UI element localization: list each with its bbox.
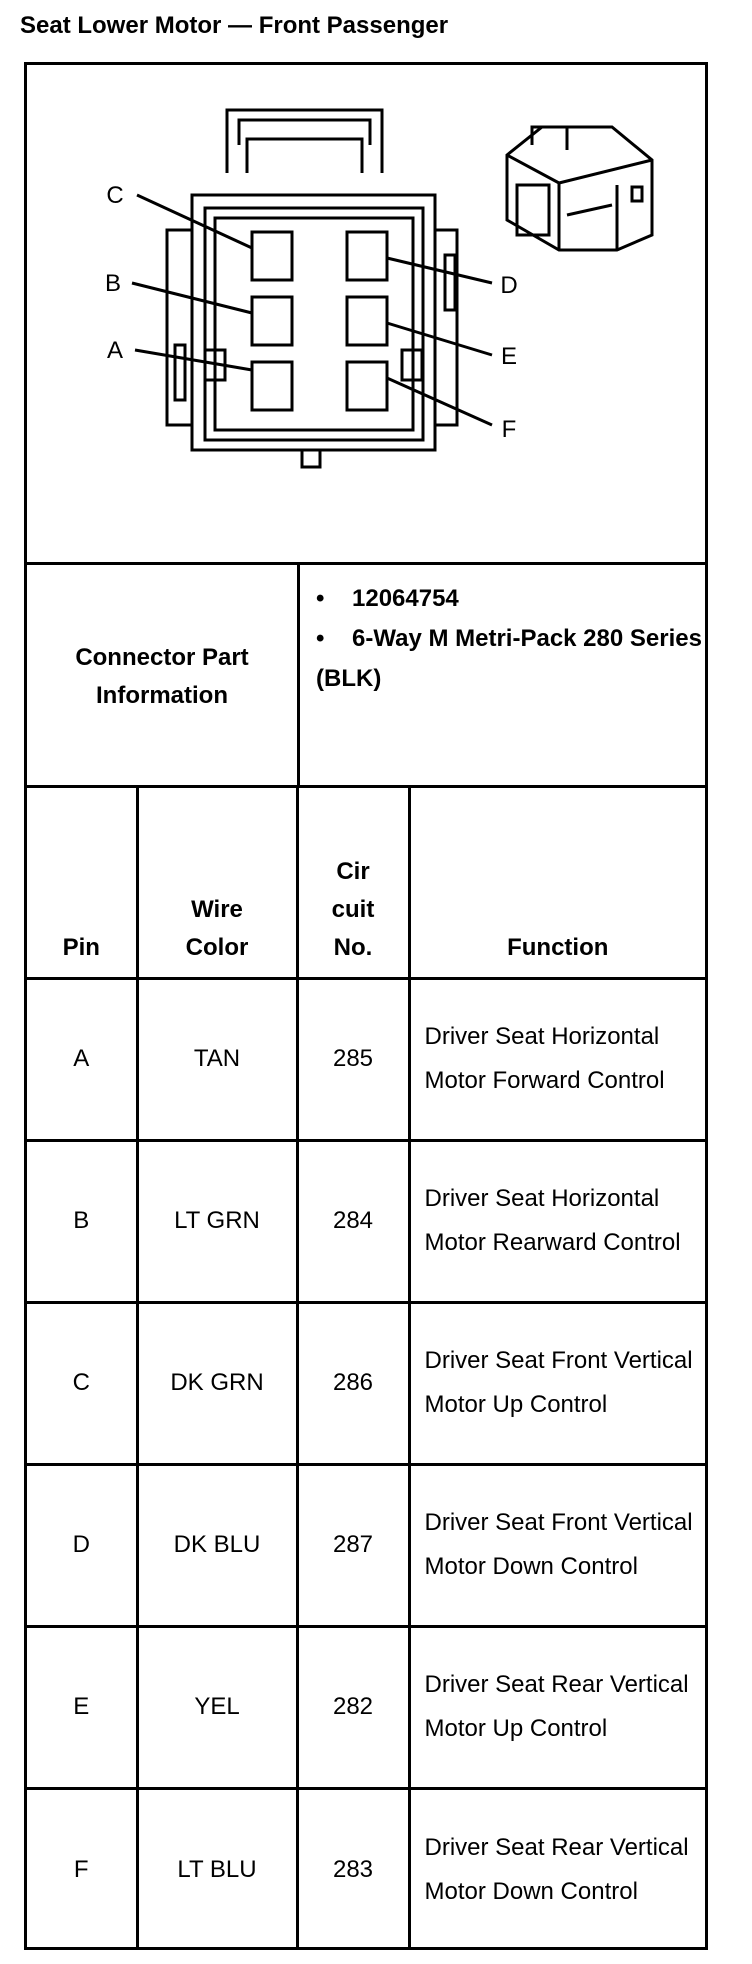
table-header-row bbox=[27, 788, 705, 978]
circuit-cell: 284 bbox=[297, 1140, 409, 1302]
header-function: Function bbox=[409, 788, 705, 978]
wire-color-cell: DK BLU bbox=[137, 1464, 297, 1626]
bullet-icon: • bbox=[316, 585, 325, 612]
wire-color-cell: LT GRN bbox=[137, 1140, 297, 1302]
pin-callout-d: D bbox=[500, 272, 518, 299]
table-row bbox=[27, 1302, 705, 1464]
table-row bbox=[27, 1626, 705, 1788]
header-circuit bbox=[297, 788, 409, 978]
pin-callout-e: E bbox=[500, 343, 518, 370]
wire-color-cell: DK GRN bbox=[137, 1302, 297, 1464]
connector-diagram bbox=[27, 65, 705, 565]
pin-callout-f: F bbox=[501, 416, 517, 443]
table-row bbox=[27, 978, 705, 1140]
wire-color-cell: LT BLU bbox=[137, 1788, 297, 1950]
circuit-cell: 283 bbox=[297, 1788, 409, 1950]
table-row bbox=[27, 1788, 705, 1950]
pin-callout-c: C bbox=[106, 182, 124, 209]
part-number-item bbox=[316, 579, 705, 619]
header-pin: Pin bbox=[27, 788, 137, 978]
pin-callout-b: B bbox=[104, 270, 122, 297]
pin-callout-a: A bbox=[106, 337, 124, 364]
connector-part-info-values bbox=[300, 565, 705, 788]
table-row bbox=[27, 1464, 705, 1626]
circuit-cell: 287 bbox=[297, 1464, 409, 1626]
connector-type: 6-Way M Metri-Pack 280 Series (BLK) bbox=[316, 625, 702, 692]
header-wire-color-text: Wire Color bbox=[185, 895, 249, 961]
connector-card bbox=[24, 62, 708, 1950]
function-cell: Driver Seat Rear Vertical Motor Down Control bbox=[409, 1788, 705, 1950]
pin-cell: F bbox=[27, 1788, 137, 1950]
connector-part-info-label bbox=[27, 565, 300, 788]
pin-cell: C bbox=[27, 1302, 137, 1464]
pin-cell: D bbox=[27, 1464, 137, 1626]
connector-part-info-label-text: Connector Part Information bbox=[75, 643, 249, 709]
header-circuit-text: Cir cuit No. bbox=[331, 857, 375, 961]
function-cell: Driver Seat Front Vertical Motor Down Control bbox=[409, 1464, 705, 1626]
pin-cell: B bbox=[27, 1140, 137, 1302]
function-cell: Driver Seat Rear Vertical Motor Up Control bbox=[409, 1626, 705, 1788]
bullet-icon: • bbox=[316, 625, 325, 652]
function-cell: Driver Seat Horizontal Motor Forward Control bbox=[409, 978, 705, 1140]
connector-face-drawing bbox=[27, 65, 705, 562]
circuit-cell: 286 bbox=[297, 1302, 409, 1464]
pinout-table bbox=[27, 788, 705, 1950]
pin-cell: E bbox=[27, 1626, 137, 1788]
header-wire-color bbox=[137, 788, 297, 978]
wire-color-cell: TAN bbox=[137, 978, 297, 1140]
circuit-cell: 285 bbox=[297, 978, 409, 1140]
connector-type-item bbox=[316, 619, 705, 699]
page-title: Seat Lower Motor — Front Passenger bbox=[20, 12, 449, 39]
function-cell: Driver Seat Horizontal Motor Rearward Control bbox=[409, 1140, 705, 1302]
wire-color-cell: YEL bbox=[137, 1626, 297, 1788]
function-cell: Driver Seat Front Vertical Motor Up Control bbox=[409, 1302, 705, 1464]
part-number: 12064754 bbox=[352, 585, 459, 612]
circuit-cell: 282 bbox=[297, 1626, 409, 1788]
pin-cell: A bbox=[27, 978, 137, 1140]
table-row bbox=[27, 1140, 705, 1302]
